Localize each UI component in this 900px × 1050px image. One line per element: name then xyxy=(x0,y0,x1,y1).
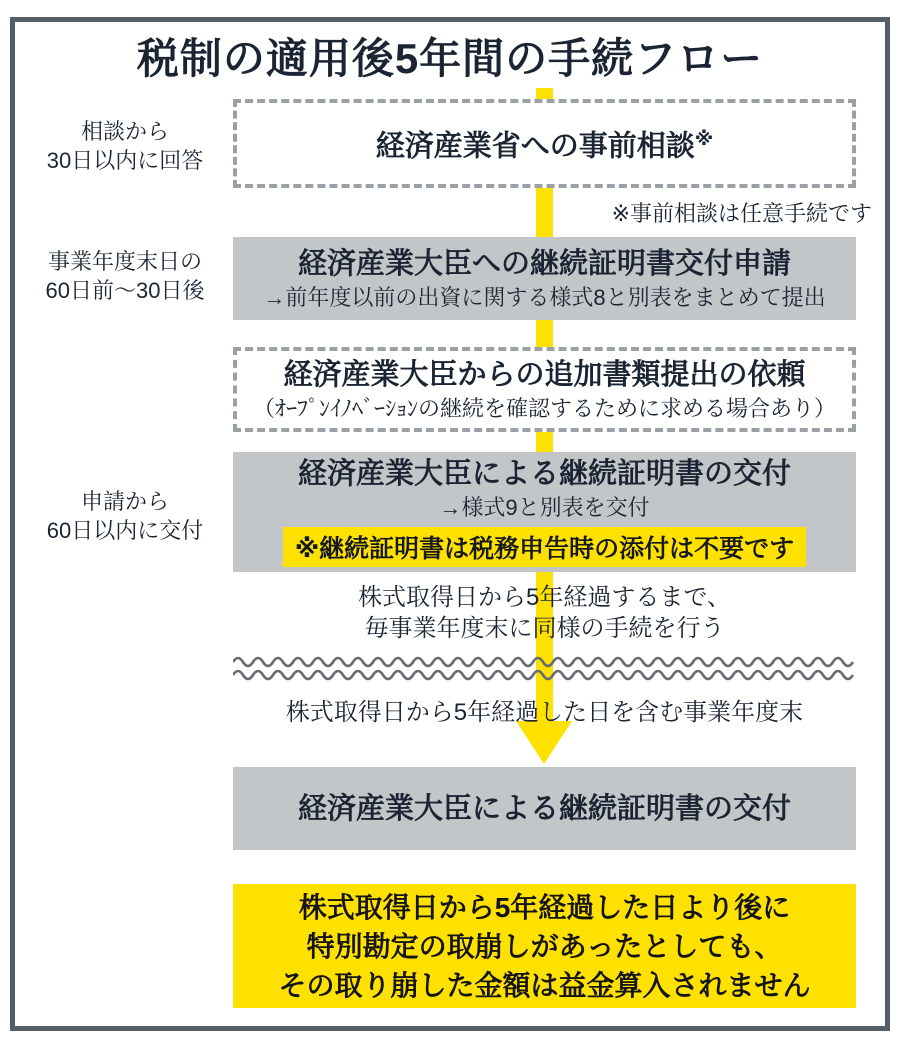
step-subtitle: （ｵｰﾌﾟﾝｲﾉﾍﾞｰｼｮﾝの継続を確認するために求める場合あり） xyxy=(252,395,836,421)
step-title-sup: ※ xyxy=(694,129,714,151)
side-label-line: 30日以内に回答 xyxy=(46,148,204,173)
pre-consultation-box xyxy=(233,99,856,188)
step-title xyxy=(376,123,714,164)
step-title-text: 経済産業省への事前相談 xyxy=(375,130,695,163)
conclusion-line: 特別勘定の取崩しがあったとしても、 xyxy=(306,930,783,962)
side-label-line: 60日以内に交付 xyxy=(46,518,204,543)
repeat-note-line: 毎事業年度末に同様の手続を行う xyxy=(364,615,725,642)
repeat-note-line: 株式取得日から5年経過するまで、 xyxy=(358,584,731,611)
side-label-line: 60日前～30日後 xyxy=(45,278,205,303)
repeat-note xyxy=(233,582,856,644)
step-title: 経済産業大臣による継続証明書の交付 xyxy=(297,458,791,490)
side-label-line: 相談から xyxy=(80,119,169,144)
conclusion-line: その取り崩した金額は益金算入されません xyxy=(278,969,811,1001)
side-label-issuance xyxy=(25,487,225,545)
break-waves-icon xyxy=(233,654,856,682)
no-taxation-conclusion-box xyxy=(233,884,856,1008)
certificate-application-box xyxy=(233,237,856,320)
side-label-line: 申請から xyxy=(80,489,169,514)
certificate-issuance-box xyxy=(233,452,856,572)
final-certificate-box xyxy=(233,767,856,850)
side-label-consultation xyxy=(25,117,225,175)
step-subtitle: →前年度以前の出資に関する様式8と別表をまとめて提出 xyxy=(263,284,826,310)
highlight-note: ※継続証明書は税務申告時の添付は不要です xyxy=(283,527,806,567)
wave-line xyxy=(233,658,853,666)
after-five-years-note: 株式取得日から5年経過した日を含む事業年度末 xyxy=(285,699,804,726)
additional-docs-request-box xyxy=(233,347,856,432)
conclusion-line: 株式取得日から5年経過した日より後に xyxy=(298,891,791,923)
step-subtitle: →様式9と別表を交付 xyxy=(439,495,650,520)
side-label-application-window xyxy=(25,247,225,305)
wave-line xyxy=(233,671,853,679)
step-title: 経済産業大臣からの追加書類提出の依頼 xyxy=(283,358,806,391)
step-title: 経済産業大臣への継続証明書交付申請 xyxy=(297,247,791,280)
pre-consultation-note: ※事前相談は任意手続です xyxy=(611,201,872,226)
side-label-line: 事業年度末日の xyxy=(47,249,202,274)
page-title: 税制の適用後5年間の手続フロー xyxy=(136,35,764,82)
step-title: 経済産業大臣による継続証明書の交付 xyxy=(297,792,791,825)
